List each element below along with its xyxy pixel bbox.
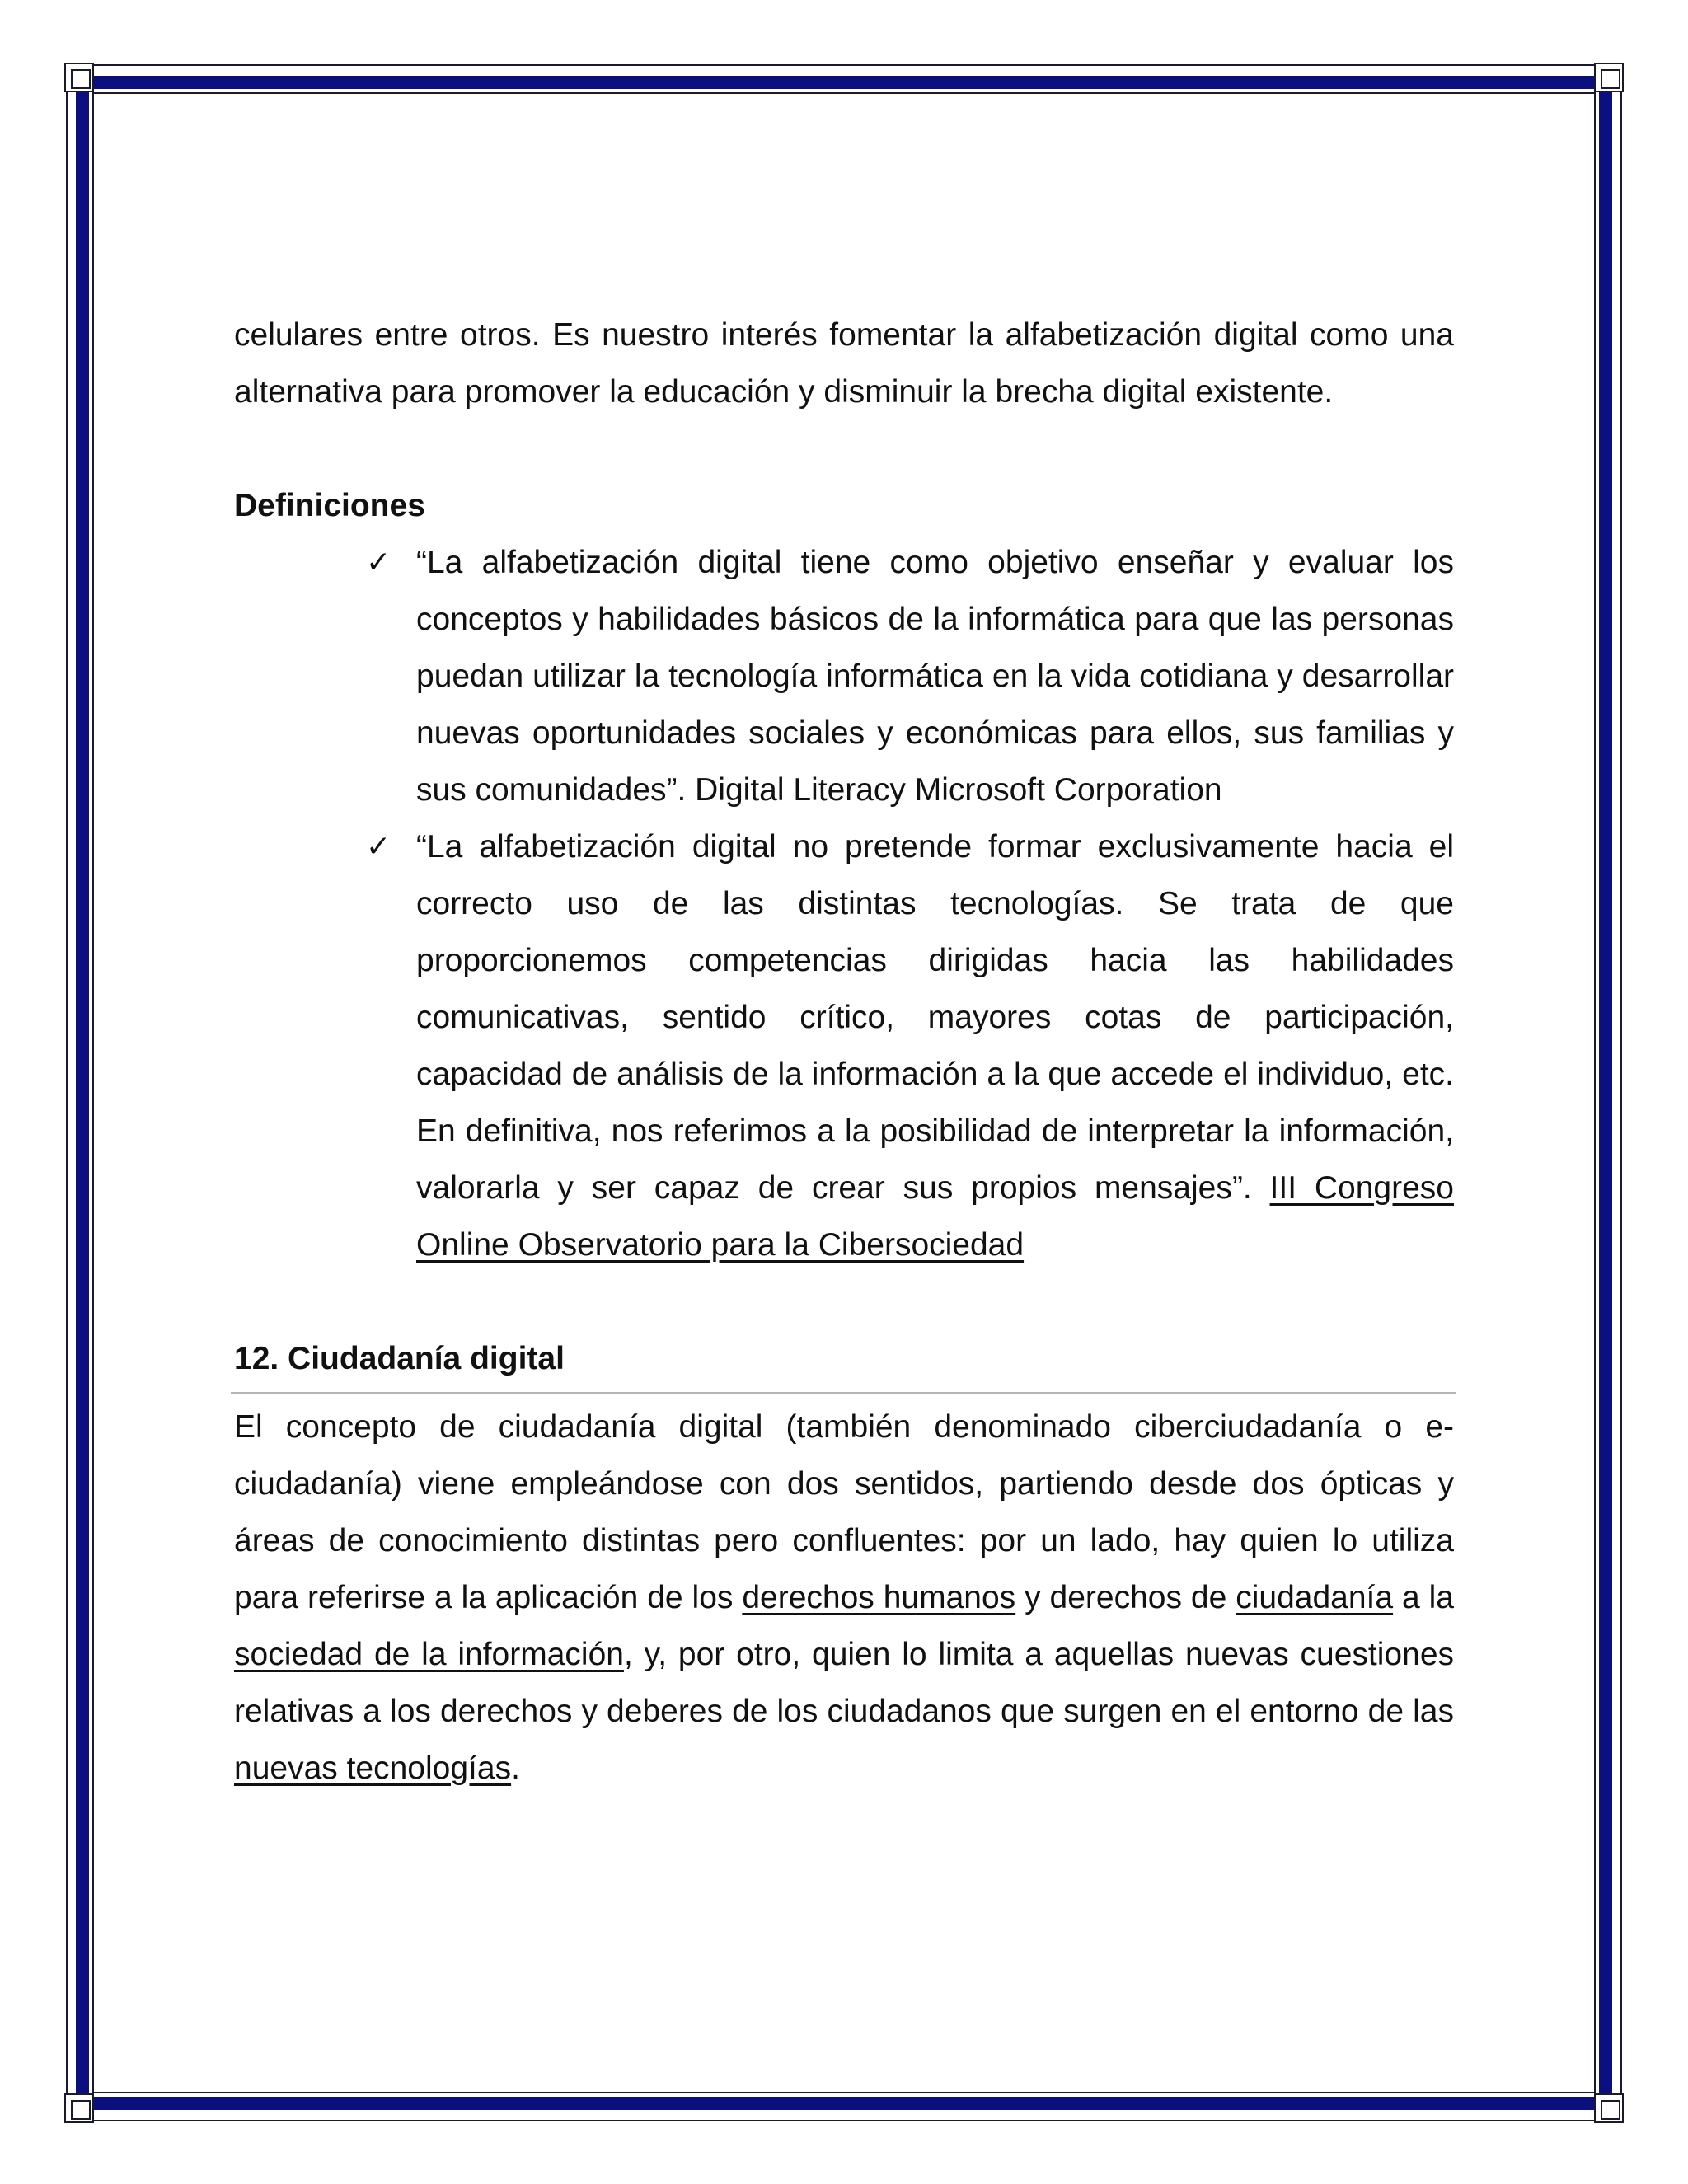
corner-ornament-top-left [64, 63, 94, 92]
paragraph-text: El concepto de ciudadanía digital (también denominado ciberciudadanía o e-ciudadanía) viene empleándose con dos sentidos, partiendo desde dos ópticas y áreas de conocimiento distintas pero confluentes: por un lado, hay quien lo utiliza para referirse a la aplicación de los [234, 1409, 1454, 1615]
corner-ornament-bottom-left [64, 2093, 94, 2123]
paragraph-text: , y, por otro, quien lo limita a aquellas nuevas cuestiones relativas a los derechos y deberes de los ciudadanos que surgen en el entorno de las [234, 1637, 1455, 1729]
section-heading: 12. Ciudadanía digital [234, 1341, 565, 1376]
paragraph-text: . [511, 1750, 520, 1786]
definition-text: “La alfabetización digital no pretende formar exclusivamente hacia el correcto uso de las distintas tecnologías. Se trata de que proporcionemos competencias dirigidas hacia las habilidades comunicativas, sentido crítico, mayores cotas de participación, capacidad de análisis de la información a la que accede el individuo, etc. En definitiva, nos referimos a la posibilidad de interpretar la información, valorarla y ser capaz de crear sus propios mensajes”. [416, 829, 1454, 1206]
paragraph-text: a la [1393, 1580, 1454, 1615]
link-nuevas-tecnologias[interactable]: nuevas tecnologías [234, 1750, 512, 1786]
document-body [234, 307, 1454, 1797]
definitions-list [234, 534, 1454, 1273]
heading-divider [231, 1392, 1456, 1394]
paragraph-text: y derechos de [1015, 1580, 1236, 1615]
section-paragraph [234, 1399, 1454, 1797]
source-link[interactable]: III Congreso Online Observatorio para la Cibersociedad [416, 1170, 1454, 1263]
intro-paragraph: celulares entre otros. Es nuestro interés fomentar la alfabetización digital como una alternativa para promover la educación y disminuir la brecha digital existente. [234, 317, 1454, 410]
checkmark-icon: ✓ [366, 546, 392, 579]
link-derechos-humanos[interactable]: derechos humanos [742, 1580, 1016, 1615]
corner-ornament-top-right [1594, 63, 1624, 92]
link-ciudadania[interactable]: ciudadanía [1236, 1580, 1394, 1615]
definitions-heading: Definiciones [234, 488, 425, 523]
corner-ornament-bottom-right [1594, 2093, 1624, 2123]
checkmark-icon: ✓ [366, 830, 392, 864]
definition-text: “La alfabetización digital tiene como objetivo enseñar y evaluar los conceptos y habilidades básicos de la informática para que las personas puedan utilizar la tecnología informática en la vida cotidiana y desarrollar nuevas oportunidades sociales y económicas para ellos, sus familias y sus comunidades”. Digital Literacy Microsoft Corporation [416, 545, 1454, 808]
definition-item [234, 534, 1454, 818]
link-sociedad-informacion[interactable]: sociedad de la información [234, 1637, 624, 1672]
definition-item [234, 818, 1454, 1273]
